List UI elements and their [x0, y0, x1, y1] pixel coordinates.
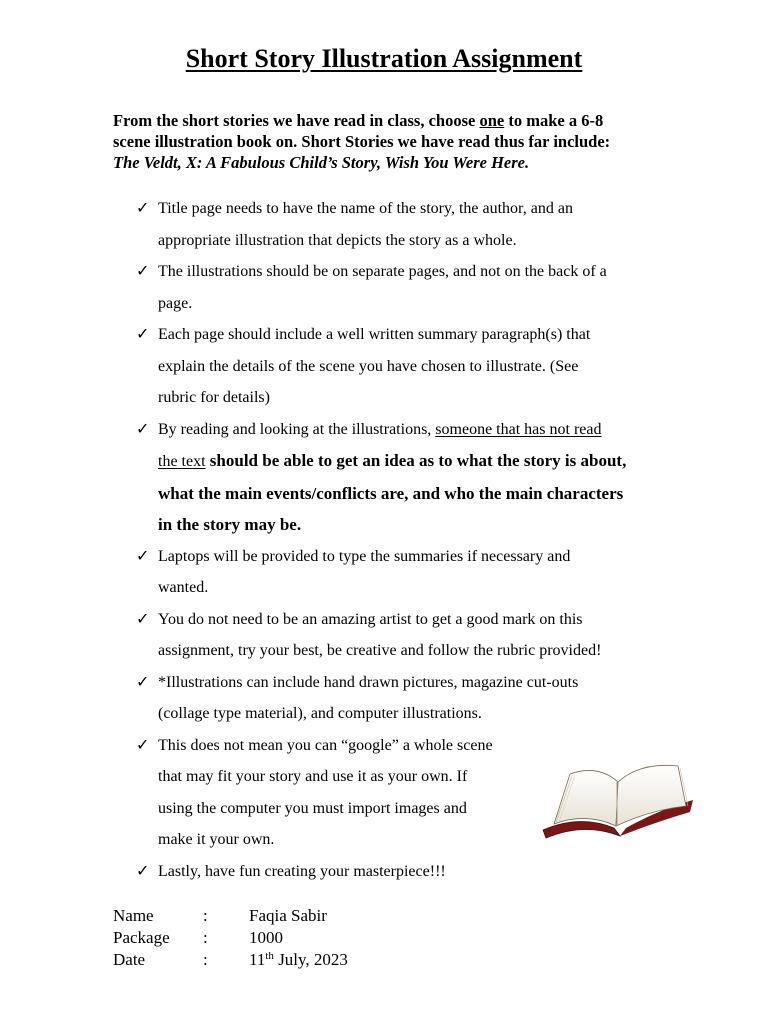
- intro-line-2: scene illustration book on. Short Stories we have read thus far include:: [113, 132, 611, 151]
- list-item-line: that may fit your story and use it as your own. If: [158, 768, 468, 785]
- checkmark-icon: ✓: [136, 862, 150, 880]
- list-item: [0, 193, 626, 256]
- name-label: Name: [113, 906, 154, 925]
- list-item-line: what the main events/conflicts are, and who the main characters: [158, 483, 624, 503]
- date-label: Date: [113, 950, 146, 969]
- list-item-line: The illustrations should be on separate pages, and not on the back of a: [158, 263, 607, 280]
- list-item: [0, 604, 626, 667]
- list-item-line: This does not mean you can “google” a whole scene: [158, 736, 493, 754]
- intro-line-1: From the short stories we have read in class, choose one to make a 6-8: [113, 111, 604, 130]
- list-item-line: the text should be able to get an idea as to what the story is about,: [158, 451, 627, 470]
- list-item-line: explain the details of the scene you have chosen to illustrate. (See: [158, 357, 579, 375]
- list-item-line: Lastly, have fun creating your masterpiece!!!: [158, 862, 446, 880]
- separator: :: [203, 928, 208, 947]
- intro-emphasis: one: [479, 111, 505, 130]
- checkmark-icon: ✓: [136, 263, 150, 280]
- list-item: [0, 667, 626, 730]
- list-item: [0, 256, 626, 319]
- list-item-line: rubric for details): [158, 389, 270, 406]
- list-item-line: Laptops will be provided to type the summaries if necessary and: [158, 547, 571, 565]
- list-item-line: assignment, try your best, be creative and follow the rubric provided!: [158, 642, 602, 659]
- checkmark-icon: ✓: [136, 200, 150, 217]
- checkmark-icon: ✓: [136, 547, 150, 565]
- list-item-line: using the computer you must import images and: [158, 799, 467, 817]
- list-item: [0, 414, 626, 541]
- list-item-line: *Illustrations can include hand drawn pictures, magazine cut-outs: [158, 673, 579, 691]
- separator: :: [203, 906, 208, 925]
- list-item-line: (collage type material), and computer illustrations.: [158, 705, 482, 722]
- page-title: Short Story Illustration Assignment: [185, 44, 583, 73]
- list-item-line: in the story may be.: [158, 515, 302, 534]
- list-item: [0, 856, 626, 888]
- requirements-list: [0, 193, 626, 887]
- checkmark-icon: ✓: [136, 420, 150, 438]
- underlined-phrase: someone that has not read: [435, 420, 602, 438]
- open-book-icon: [540, 762, 695, 842]
- checkmark-icon: ✓: [136, 610, 150, 628]
- separator: :: [203, 950, 208, 969]
- list-item-line: You do not need to be an amazing artist to get a good mark on this: [158, 610, 583, 628]
- list-item-line: make it your own.: [158, 831, 275, 848]
- list-item-line: Title page needs to have the name of the story, the author, and an: [158, 200, 573, 217]
- list-item-line: page.: [158, 294, 193, 312]
- checkmark-icon: ✓: [136, 736, 150, 754]
- story-list: The Veldt, X: A Fabulous Child’s Story, Wish You Were Here.: [113, 153, 530, 172]
- package-label: Package: [113, 928, 170, 947]
- list-item: [0, 730, 626, 856]
- date-value: 11th July, 2023: [249, 950, 348, 969]
- list-item-line: By reading and looking at the illustrations, someone that has not read: [158, 420, 602, 438]
- list-item-line: Each page should include a well written summary paragraph(s) that: [158, 326, 591, 343]
- underlined-phrase: the text: [158, 453, 206, 470]
- list-item-line: wanted.: [158, 579, 209, 596]
- package-value: 1000: [249, 928, 283, 947]
- list-item: [0, 541, 626, 604]
- list-item: [0, 319, 626, 414]
- name-value: Faqia Sabir: [249, 906, 327, 925]
- intro-paragraph: [113, 110, 673, 173]
- checkmark-icon: ✓: [136, 326, 150, 343]
- checkmark-icon: ✓: [136, 673, 150, 691]
- list-item-line: appropriate illustration that depicts the story as a whole.: [158, 231, 517, 249]
